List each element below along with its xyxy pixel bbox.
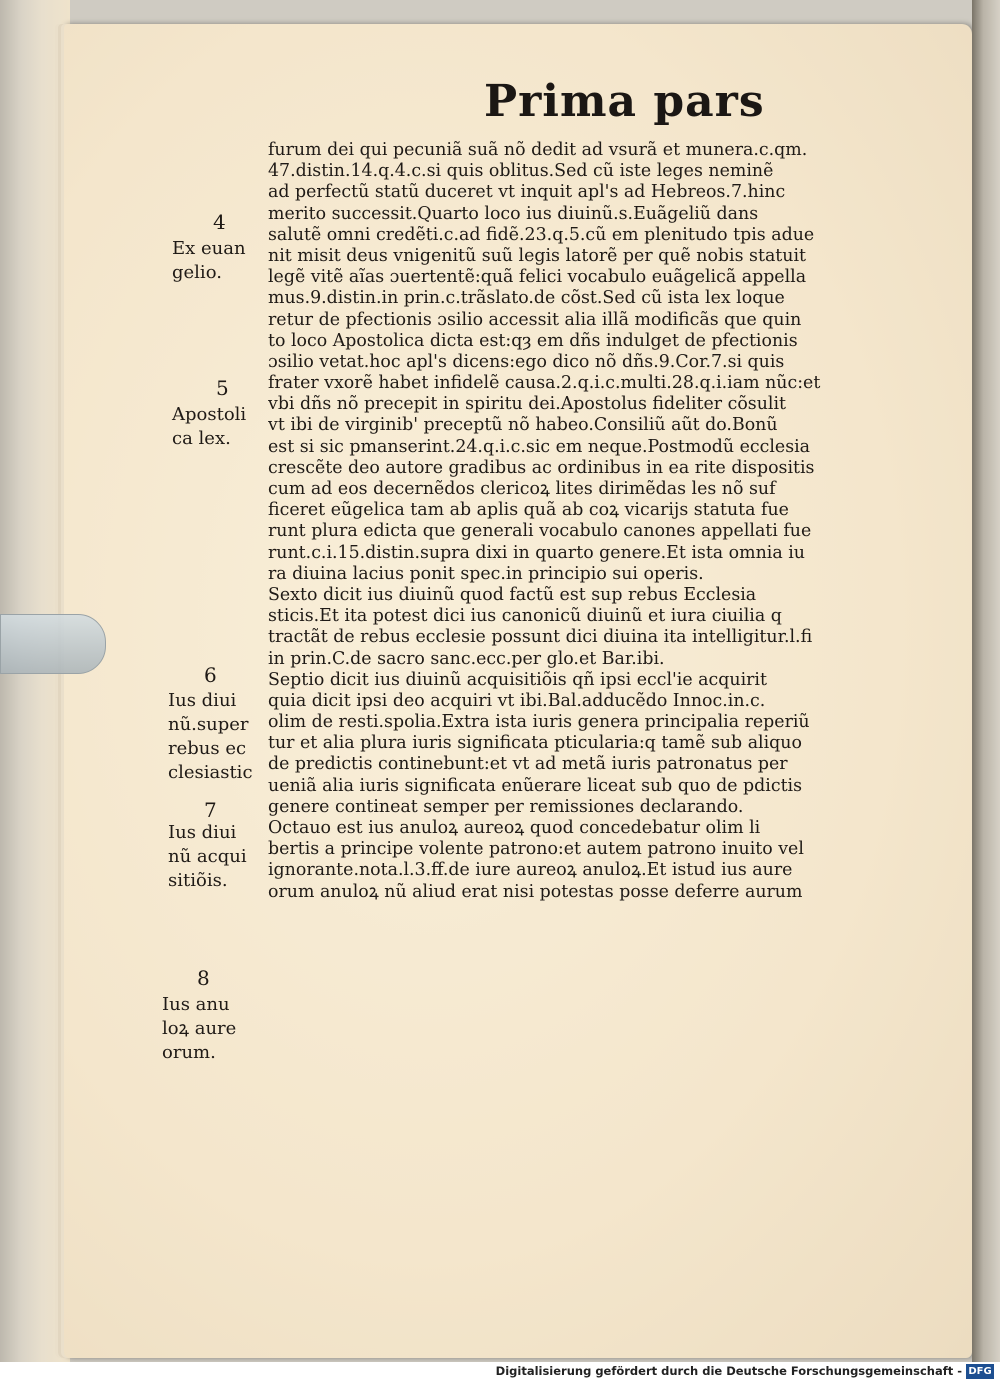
text-line: runt.c.i.15.distin.supra dixi in quarto genere.Et ista omnia iu [268,542,805,563]
text-line: sticis.Et ita potest dici ius canonicũ diuinũ et iura ciuilia q [268,606,782,627]
text-line: quia dicit ipsi deo acquiri vt ibi.Bal.adducẽdo Innoc.in.c. [268,690,766,711]
margin-note-line: loꝝ aure [162,1018,237,1039]
marginal-number-7: 7 [204,798,217,822]
marginal-number-8: 8 [197,966,210,990]
page-stack-edge [0,0,70,1362]
text-line: to loco Apostolica dicta est:qȝ em dñs indulget de pfectionis [268,330,798,351]
margin-note-line: sitiõis. [168,870,228,891]
margin-note-line: Ex euan [172,238,246,259]
main-text-block [268,140,908,903]
text-line: 47.distin.14.q.4.c.si quis oblitus.Sed cũ iste leges neminẽ [268,161,774,182]
text-line: bertis a principe volente patrono:et autem patrono inuito vel [268,839,804,860]
margin-note-line: Ius diui [168,690,237,711]
text-line: merito successit.Quarto loco ius diuinũ.s.Euãgeliũ dans [268,203,759,224]
text-line: tur et alia plura iuris significata pticularia:q tamẽ sub aliquo [268,733,802,754]
text-line: ɔsilio vetat.hoc apl's dicens:ego dico nõ dñs.9.Cor.7.si quis [268,351,785,372]
text-line: Sexto dicit ius diuinũ quod factũ est sup rebus Ecclesia [268,584,757,605]
margin-note-line: nũ.super [168,714,249,735]
text-line: frater vxorẽ habet infidelẽ causa.2.q.i.c.multi.28.q.i.iam nũc:et [268,373,821,394]
text-line: in prin.C.de sacro sanc.ecc.per glo.et Bar.ibi. [268,648,665,669]
text-line: orum anuloꝝ nũ aliud erat nisi potestas posse deferre aurum [268,881,803,902]
margin-note-line: orum. [162,1042,216,1063]
running-header: Prima pars [484,76,765,127]
text-line: olim de resti.spolia.Extra ista iuris genera principalia reperiũ [268,712,810,733]
funding-credit: Digitalisierung gefördert durch die Deutsche Forschungsgemeinschaft - [495,1364,962,1378]
text-line: ignorante.nota.l.3.ff.de iure aureoꝝ anuloꝝ.Et istud ius aure [268,860,793,881]
page-clip [0,614,106,674]
margin-note-line: nũ acqui [168,846,247,867]
margin-note-line: ca lex. [172,428,231,449]
dfg-logo: DFG [966,1364,994,1379]
text-line: crescẽte deo autore gradibus ac ordinibus in ea rite dispositis [268,457,815,478]
text-line: salutẽ omni credẽti.c.ad fidẽ.23.q.5.cũ em plenitudo tpis adue [268,224,815,245]
marginal-number-5: 5 [216,376,229,400]
text-line: ueniã alia iuris significata enũerare liceat sub quo de pdictis [268,775,803,796]
text-line: tractãt de rebus ecclesie possunt dici diuina ita intelligitur.l.fi [268,627,813,648]
text-line: mus.9.distin.in prin.c.trãslato.de cõst.Sed cũ ista lex loque [268,288,785,309]
margin-note-line: Apostoli [172,404,247,425]
text-line: Septio dicit ius diuinũ acquisitiõis qñ ipsi eccl'ie acquirit [268,669,767,690]
margin-note-line: gelio. [172,262,222,283]
margin-note-line: Ius anu [162,994,230,1015]
text-line: furum dei qui pecuniã suã nõ dedit ad vsurã et munera.c.qm. [268,140,808,160]
text-line: vt ibi de virginib' preceptũ nõ habeo.Consiliũ aũt do.Bonũ [268,415,778,436]
text-line: nit misit deus vnigenitũ suũ legis latorẽ per quẽ nobis statuit [268,245,807,266]
binding-shadow [972,0,1000,1362]
text-line: vbi dñs nõ precepit in spiritu dei.Apostolus fideliter cõsulit [268,394,787,415]
text-line: retur de pfectionis ɔsilio accessit alia illã modificãs que quin [268,309,802,330]
text-line: genere contineat semper per remissiones declarando. [268,796,744,817]
marginal-number-4: 4 [213,210,226,234]
marginal-number-6: 6 [204,663,217,687]
margin-note-line: clesiastic [168,762,253,783]
margin-note-line: rebus ec [168,738,247,759]
text-line: cum ad eos decernẽdos clericoꝝ lites dirimẽdas les nõ suf [268,479,776,499]
text-line: ficeret eũgelica tam ab aplis quã ab coꝝ vicarijs statuta fue [268,500,789,521]
text-line: runt plura edicta que generali vocabulo canones appellati fue [268,521,812,542]
margin-note-line: Ius diui [168,822,237,843]
text-line: de predictis continebunt:et vt ad metã iuris patronatus per [268,754,788,775]
text-line: est si sic pmanserint.24.q.i.c.sic em neque.Postmodũ ecclesia [268,436,811,457]
text-line: Octauo est ius anuloꝝ aureoꝝ quod concedebatur olim li [268,818,761,838]
text-line: ad perfectũ statũ duceret vt inquit apl's ad Hebreos.7.hinc [268,182,786,203]
text-line: ra diuina lacius ponit spec.in principio sui operis. [268,563,704,584]
text-line: legẽ vitẽ aĩas ɔuertentẽ:quã felici vocabulo euãgelicã appella [268,267,807,288]
